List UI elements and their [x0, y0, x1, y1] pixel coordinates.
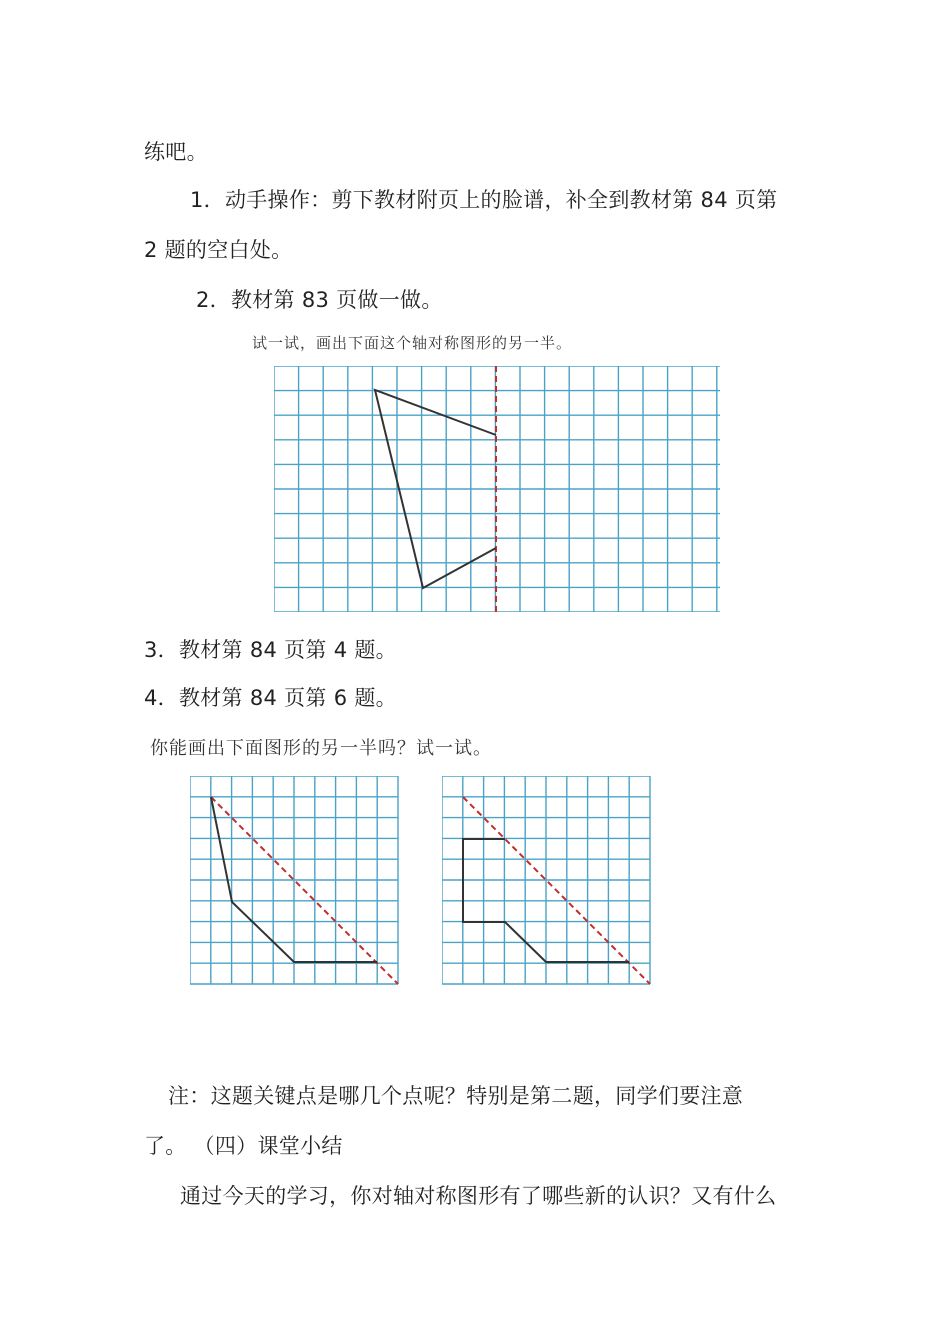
figure-1-grid	[274, 366, 720, 612]
exercise-1-line-1: 1．动手操作：剪下教材附页上的脸谱，补全到教材第 84 页第	[190, 188, 778, 212]
figure-1-caption: 试一试，画出下面这个轴对称图形的另一半。	[252, 334, 573, 352]
figure-2-right-grid	[442, 776, 652, 986]
exercise-2: 2．教材第 83 页做一做。	[196, 288, 443, 312]
exercise-1-line-2: 2 题的空白处。	[144, 238, 293, 262]
note-line-2: 了。 （四）课堂小结	[144, 1134, 343, 1158]
figure-2-left-grid	[190, 776, 400, 986]
exercise-3: 3．教材第 84 页第 4 题。	[144, 638, 397, 662]
exercise-4: 4．教材第 84 页第 6 题。	[144, 686, 397, 710]
figure-2-caption: 你能画出下面图形的另一半吗？试一试。	[150, 738, 492, 759]
figure-2-right-symmetry-axis	[463, 797, 650, 984]
figure-2-left-symmetry-axis	[211, 797, 398, 984]
summary-line: 通过今天的学习，你对轴对称图形有了哪些新的认识？又有什么	[180, 1184, 777, 1208]
note-line-1: 注：这题关键点是哪几个点呢？特别是第二题，同学们要注意	[168, 1084, 744, 1108]
text-line-1: 练吧。	[144, 140, 208, 164]
